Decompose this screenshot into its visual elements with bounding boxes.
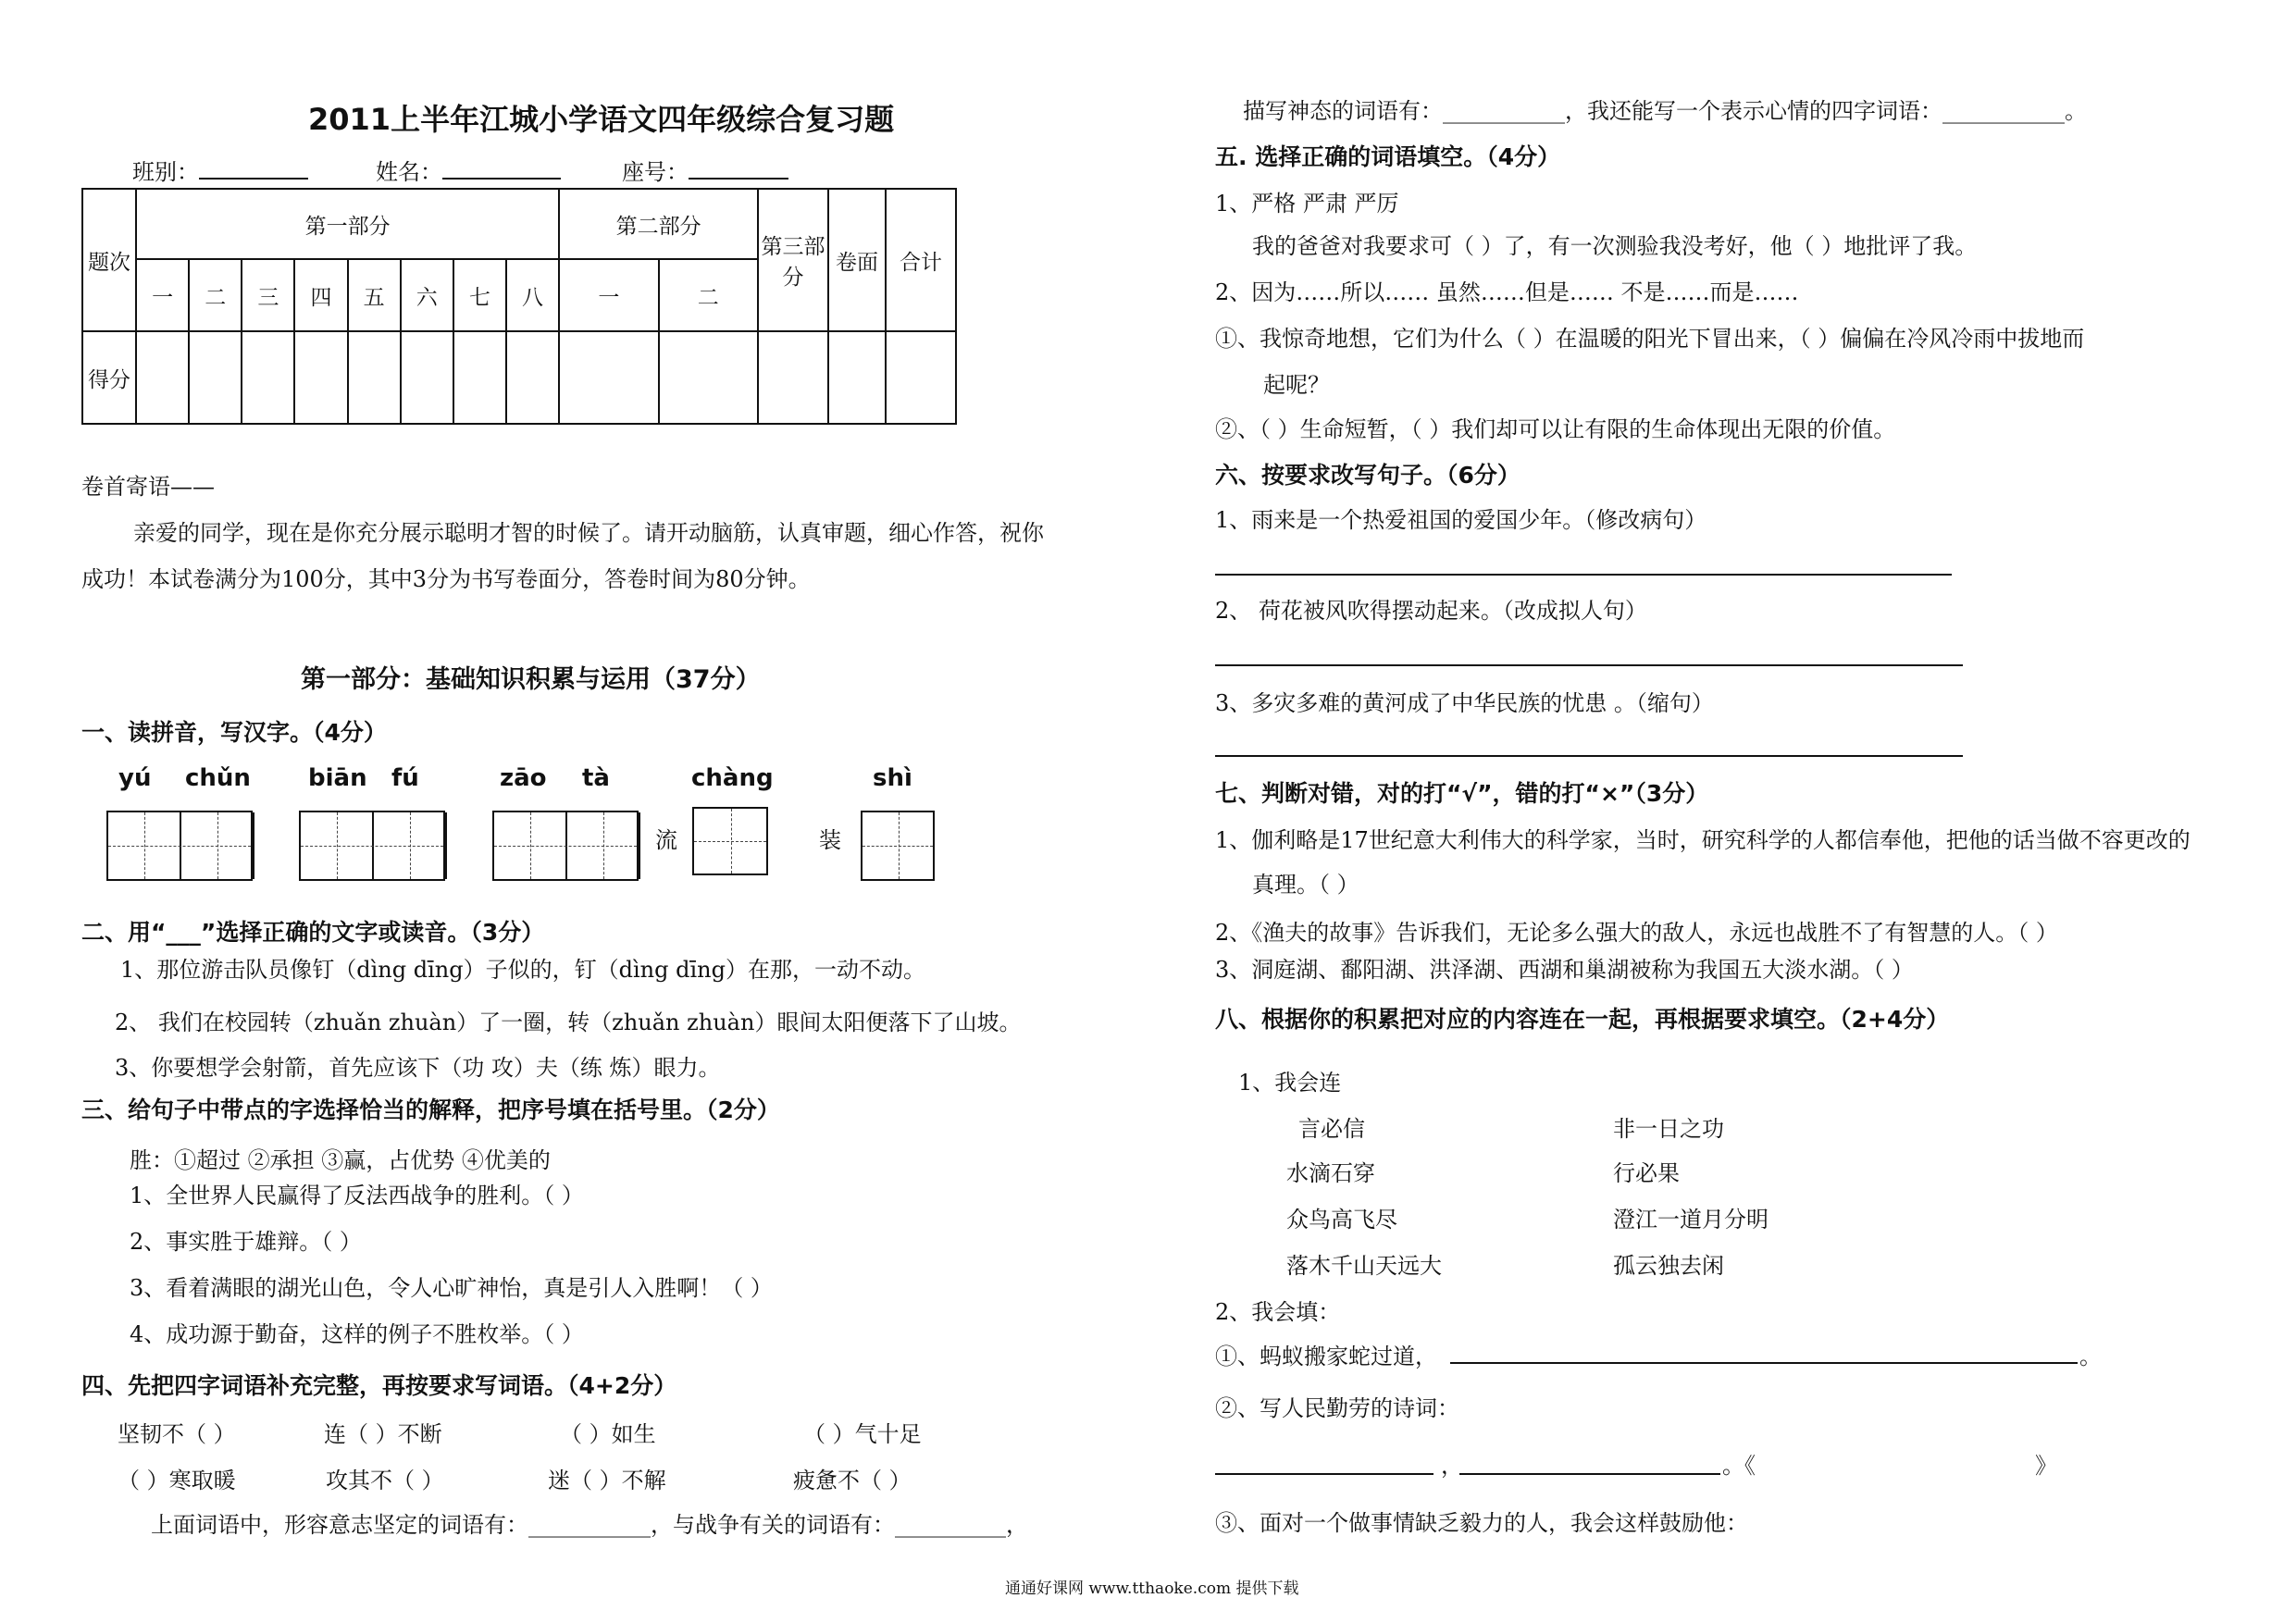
seat-blank[interactable] [689,157,788,180]
name-field [376,154,561,186]
match-left[interactable]: 落木千山天远大 [1286,1253,1442,1279]
match-left[interactable]: 水滴石穿 [1286,1160,1375,1186]
q4-word: 坚韧不（ ） [118,1421,236,1447]
q3-item-1: 1、全世界人民赢得了反法西战争的胜利。（ ） [130,1183,584,1208]
q5-words1: 1、严格 严肃 严厉 [1215,191,1399,217]
char-grid-chang[interactable] [692,807,768,875]
q3-options: 胜：①超过 ②承担 ③赢，占优势 ④优美的 [130,1147,551,1173]
answer-line[interactable] [1450,1362,2078,1364]
preface-heading: 卷首寄语—— [81,474,215,500]
q3-item-4: 4、成功源于勤奋，这样的例子不胜枚举。（ ） [130,1321,584,1347]
q7-title: 七、判断对错，对的打“√”，错的打“×”（3分） [1215,780,1709,807]
score-cell[interactable] [294,331,347,424]
q1-title: 一、读拼音，写汉字。（4分） [81,719,387,746]
q2-item-3: 3、你要想学会射箭，首先应该下（功 攻）夫（练 炼）眼力。 [115,1055,721,1081]
q4-line4: 描写神态的词语有：___________，我还能写一个表示心情的四字词语：___________。 [1243,98,2087,124]
q8-fill1-end: 。 [2079,1344,2102,1369]
answer-line[interactable] [1215,574,1952,576]
match-left[interactable]: 言必信 [1298,1116,1365,1142]
score-table [81,188,957,425]
q3-title: 三、给句子中带点的字选择恰当的解释，把序号填在括号里。（2分） [81,1096,780,1123]
part1-col: 五 [348,259,401,331]
match-right[interactable]: 行必果 [1613,1160,1680,1186]
part2-header: 第二部分 [559,189,758,259]
q7-item-3: 3、洞庭湖、鄱阳湖、洪泽湖、西湖和巢湖被称为我国五大淡水湖。（ ） [1215,957,1914,983]
char-zhuang: 装 [819,827,841,853]
answer-line[interactable] [1215,664,1963,666]
score-cell[interactable] [189,331,242,424]
part1-col: 四 [294,259,347,331]
score-cell[interactable] [828,331,886,424]
pinyin-3: biān [308,764,367,792]
q8-sub2: 2、我会填： [1215,1299,1341,1325]
total-header: 合计 [886,189,956,331]
pinyin-8: shì [873,764,912,792]
seat-field [622,154,788,186]
part1-col: 七 [453,259,506,331]
q4-line3: 上面词语中，形容意志坚定的词语有：___________，与战争有关的词语有：__________， [151,1512,1028,1538]
q4-word: 迷（ ）不解 [548,1468,666,1493]
score-cell[interactable] [453,331,506,424]
q2-item-1: 1、那位游击队员像钉（dìng dīng）子似的，钉（dìng dīng）在那，一动不动。 [120,957,925,983]
q6-item-1: 1、雨来是一个热爱祖国的爱国少年。（修改病句） [1215,507,1707,533]
match-right[interactable]: 孤云独去闲 [1613,1253,1724,1279]
q8-fill3: ③、面对一个做事情缺乏毅力的人，我会这样鼓励他： [1215,1510,1748,1536]
pinyin-6: tà [582,764,610,792]
name-label: 姓名： [376,159,442,185]
q5-words2: 2、因为……所以…… 虽然……但是…… 不是……而是…… [1215,279,1799,305]
name-blank[interactable] [442,157,561,180]
q7-item-2: 2、《渔夫的故事》告诉我们，无论多么强大的敌人，永远也战胜不了有智慧的人。（ ） [1215,920,2058,946]
book-close: 》 [2035,1453,2057,1479]
pinyin-5: zāo [500,764,547,792]
juanmian-header: 卷面 [828,189,886,331]
q4-word: （ ）气十足 [803,1421,922,1447]
q8-sub1: 1、我会连 [1238,1070,1342,1096]
seat-label: 座号： [622,159,689,185]
q4-word: （ ）如生 [560,1421,656,1447]
score-cell[interactable] [886,331,956,424]
pinyin-1: yú [118,764,152,792]
answer-line[interactable] [1215,1473,1433,1475]
match-right[interactable]: 非一日之功 [1613,1116,1724,1142]
class-field [132,154,308,186]
part2-col: 一 [559,259,658,331]
q2-item-2: 2、 我们在校园转（zhuǎn zhuàn）了一圈，转（zhuǎn zhuàn）眼间太阳便落下了山坡。 [115,1010,1022,1035]
q5-sent3: ②、（ ）生命短暂，（ ）我们却可以让有限的生命体现出无限的价值。 [1215,416,1896,442]
q4-word: （ ）寒取暖 [118,1468,236,1493]
q4-word: 疲惫不（ ） [793,1468,912,1493]
part1-col: 六 [401,259,453,331]
q8-fill2: ②、写人民勤劳的诗词： [1215,1395,1459,1421]
pinyin-7: chàng [691,764,774,792]
q3-item-3: 3、看着满眼的湖光山色，令人心旷神怡，真是引人入胜啊！（ ） [130,1275,773,1301]
match-left[interactable]: 众鸟高飞尽 [1286,1207,1397,1233]
q8-fill1: ①、蚂蚁搬家蛇过道， [1215,1344,1437,1369]
class-blank[interactable] [199,157,308,180]
q5-title: 五. 选择正确的词语填空。（4分） [1215,143,1561,170]
q4-word: 连（ ）不断 [324,1421,442,1447]
score-cell[interactable] [401,331,453,424]
part1-col: 一 [136,259,189,331]
pinyin-4: fú [391,764,419,792]
q5-sent1: 我的爸爸对我要求可（ ）了，有一次测验我没考好，他（ ）地批评了我。 [1252,233,1978,259]
score-row-header: 得分 [82,331,136,424]
char-grid-zaota[interactable] [492,811,639,881]
part1-header: 第一部分 [136,189,559,259]
part3-header: 第三部分 [758,189,828,331]
char-grid-yuchun[interactable] [106,811,253,881]
part2-col: 二 [659,259,758,331]
char-liu: 流 [655,827,677,853]
q6-item-2: 2、 荷花被风吹得摆动起来。（改成拟人句） [1215,598,1647,624]
answer-line[interactable] [1459,1473,1720,1475]
q7-item-1a: 1、伽利略是17世纪意大利伟大的科学家，当时，研究科学的人都信奉他，把他的话当做不容更改的 [1215,827,2191,853]
book-open: 。《 [1722,1453,1756,1479]
score-cell[interactable] [242,331,294,424]
page-title: 2011上半年江城小学语文四年级综合复习题 [308,102,895,137]
char-grid-bianfu[interactable] [299,811,445,881]
class-label: 班别： [132,159,199,185]
part1-col: 八 [506,259,559,331]
char-grid-shi[interactable] [861,811,935,881]
comma: ， [1441,1453,1463,1479]
q5-sent2a: ①、我惊奇地想，它们为什么（ ）在温暖的阳光下冒出来，（ ）偏偏在冷风冷雨中拔地而 [1215,326,2085,352]
preface-line1: 亲爱的同学，现在是你充分展示聪明才智的时候了。请开动脑筋，认真审题，细心作答，祝你 [133,520,1044,546]
score-cell[interactable] [559,331,658,424]
q6-item-3: 3、多灾多难的黄河成了中华民族的忧患 。（缩句） [1215,690,1714,716]
part1-title: 第一部分：基础知识积累与运用（37分） [301,665,761,694]
score-cell[interactable] [136,331,189,424]
pinyin-2: chǔn [185,764,251,792]
topic-header: 题次 [82,189,136,331]
score-cell[interactable] [659,331,758,424]
q7-item-1b: 真理。（ ） [1252,872,1359,898]
part1-col: 三 [242,259,294,331]
q8-title: 八、根据你的积累把对应的内容连在一起，再根据要求填空。（2+4分） [1215,1006,1950,1033]
q4-word: 攻其不（ ） [326,1468,444,1493]
q6-title: 六、按要求改写句子。（6分） [1215,462,1520,489]
q2-title: 二、用“___”选择正确的文字或读音。（3分） [81,919,545,946]
score-cell[interactable] [348,331,401,424]
answer-line[interactable] [1215,755,1963,757]
footer-credit: 通通好课网 www.tthaoke.com 提供下载 [1005,1580,1299,1598]
score-cell[interactable] [758,331,828,424]
q3-item-2: 2、事实胜于雄辩。（ ） [130,1229,362,1255]
q5-sent2b: 起呢？ [1263,372,1330,398]
part1-col: 二 [189,259,242,331]
q4-title: 四、先把四字词语补充完整，再按要求写词语。（4+2分） [81,1372,677,1399]
match-right[interactable]: 澄江一道月分明 [1613,1207,1769,1233]
preface-line2: 成功！本试卷满分为100分，其中3分为书写卷面分，答卷时间为80分钟。 [81,566,811,592]
score-cell[interactable] [506,331,559,424]
